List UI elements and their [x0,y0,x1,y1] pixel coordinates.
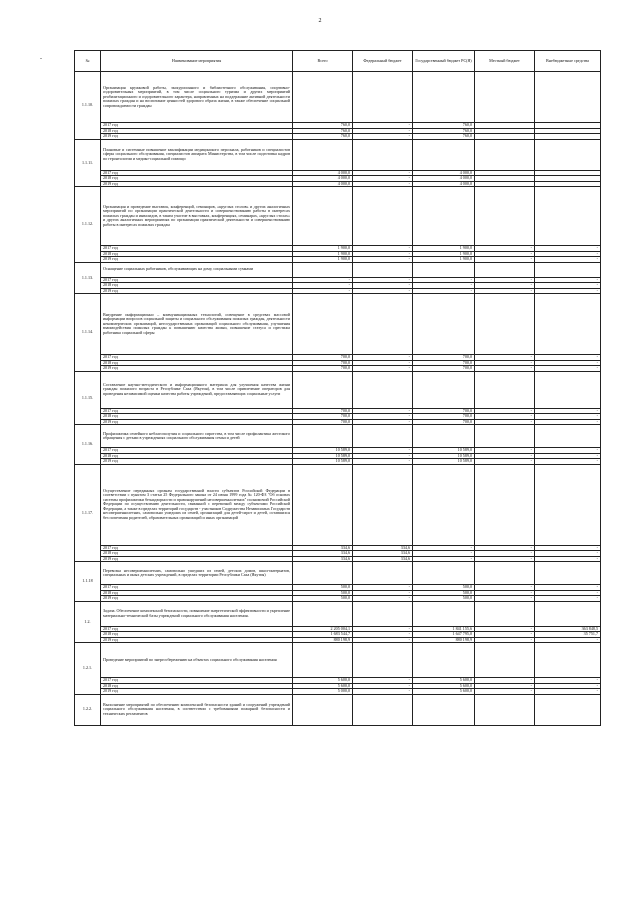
year-label: 2017 год [101,123,293,129]
activity-empty-cell [353,294,413,355]
cell-total: 4 000,0 [293,170,353,176]
year-label: 2018 год [101,283,293,289]
year-label: 2018 год [101,360,293,366]
activity-code: 1.2.2. [75,694,101,725]
activity-empty-cell [475,139,535,170]
activity-empty-cell [475,262,535,277]
cell-extra: - [535,246,601,252]
activity-empty-cell [475,294,535,355]
cell-state: 4 000,0 [413,176,475,182]
col-header-extra: Внебюджетные средства [535,51,601,72]
activity-title: Оснащение социальных работников, обслуживающих на дому, социальными сумками [101,262,293,277]
cell-total: 1 900,0 [293,257,353,263]
page-number: 2 [318,18,322,24]
year-label: 2019 год [101,556,293,562]
activity-empty-cell [413,262,475,277]
cell-local: - [475,632,535,638]
activity-empty-cell [353,464,413,545]
cell-state: 5 600,0 [413,678,475,684]
cell-extra: - [535,590,601,596]
activity-code: 1.1.10. [75,72,101,140]
activity-empty-cell [475,643,535,678]
cell-federal: - [353,448,413,454]
cell-state: 4 000,0 [413,170,475,176]
activity-title: Осуществление переданных органам государственной власти субъектов Российской Федерации в соответствии с пунктом 3 статьи 25 Федерального закона от 24 июня 1999 года № 120-ФЗ "Об основах системы профилактики безнадзорности и правонарушений несовершеннолетних" полномочий Российской Федерации по осуществлению деятельности, связанной с перевозкой между субъектами Российской Федерации, а также в пределах территорий государств - участников Содружества Независимых Государств несовершеннолетних, самовольно ушедших из семей, организаций для детей-сирот и детей, оставшихся без попечения родителей, образовательных организаций и иных организаций [101,464,293,545]
activity-empty-cell [535,72,601,123]
cell-total: 700,0 [293,366,353,372]
activity-empty-cell [535,694,601,725]
activity-empty-cell [293,601,353,626]
year-label: 2019 год [101,134,293,140]
year-label: 2018 год [101,453,293,459]
cell-extra: - [535,288,601,294]
year-label: 2018 год [101,590,293,596]
cell-total: 5 600,0 [293,683,353,689]
cell-state: 760,0 [413,134,475,140]
activity-empty-cell [413,294,475,355]
cell-total: 4 000,0 [293,176,353,182]
activity-empty-cell [413,643,475,678]
activity-code: 1.1.14. [75,294,101,372]
cell-local: - [475,288,535,294]
cell-extra: 35 751,7 [535,632,601,638]
year-label: 2017 год [101,678,293,684]
activity-empty-cell [353,694,413,725]
cell-local: - [475,551,535,557]
activity-title: Плановые и системные повышение квалификации медицинского персонала, работников и специалистов сферы социального обслуживания, специалистов аппарата Министерства, в том числе подготовка кадров по геронтологии и медико-социальной помощи [101,139,293,170]
activity-title: Организация и проведение выставок, конференций, семинаров, «круглых столов» и других аналогичных мероприятий по организации практической деятельности и совершенствованию работы в интересах пожилых граждан и инвалидов, в таким участие в выставках, конференциях, семинарах, «круглых столах» и других аналогичных мероприятиях по организации практической деятельности и совершенствованию работы в интересах пожилых граждан [101,187,293,246]
cell-local: - [475,257,535,263]
year-label: 2017 год [101,277,293,283]
cell-total: 334,6 [293,551,353,557]
cell-extra: - [535,355,601,361]
year-label: 2018 год [101,128,293,134]
activity-empty-cell [353,601,413,626]
cell-state: 700,0 [413,355,475,361]
cell-local: - [475,251,535,257]
cell-state: - [413,277,475,283]
cell-local: - [475,626,535,632]
cell-total: - [293,283,353,289]
cell-total: 700,0 [293,408,353,414]
cell-federal: - [353,246,413,252]
cell-total: 760,0 [293,123,353,129]
activity-empty-cell [413,601,475,626]
year-label: 2018 год [101,176,293,182]
cell-federal: - [353,590,413,596]
cell-federal: - [353,123,413,129]
cell-state: 760,0 [413,123,475,129]
activity-empty-cell [293,425,353,448]
activity-empty-cell [413,425,475,448]
cell-state: 4 000,0 [413,181,475,187]
cell-local: - [475,419,535,425]
cell-total: 500,0 [293,585,353,591]
activity-code: 1.1.18 [75,562,101,602]
cell-state: 500,0 [413,590,475,596]
cell-local: - [475,545,535,551]
cell-extra: 363 848,5 [535,626,601,632]
cell-extra: - [535,283,601,289]
activity-row [75,72,601,123]
cell-federal: - [353,251,413,257]
cell-total: 10 589,0 [293,448,353,454]
cell-local: - [475,637,535,643]
cell-total: 700,0 [293,414,353,420]
activity-empty-cell [475,72,535,123]
activity-empty-cell [413,72,475,123]
activity-empty-cell [413,464,475,545]
activity-empty-cell [353,139,413,170]
activity-empty-cell [475,562,535,585]
cell-federal: - [353,128,413,134]
year-label: 2019 год [101,257,293,263]
cell-federal: - [353,170,413,176]
cell-extra: - [535,366,601,372]
cell-state: 5 600,0 [413,683,475,689]
activity-row [75,464,601,545]
cell-local: - [475,355,535,361]
activity-empty-cell [353,262,413,277]
col-header-activity: Наименование мероприятия [101,51,293,72]
year-label: 2018 год [101,414,293,420]
cell-total: 880 198,9 [293,637,353,643]
cell-extra: - [535,408,601,414]
cell-local: - [475,678,535,684]
cell-total: 334,6 [293,556,353,562]
activity-empty-cell [475,371,535,408]
cell-state: 500,0 [413,585,475,591]
year-label: 2018 год [101,632,293,638]
activity-code: 1.1.13. [75,262,101,294]
year-label: 2019 год [101,459,293,465]
col-header-total: Всего [293,51,353,72]
cell-extra: - [535,689,601,695]
cell-federal: - [353,414,413,420]
cell-federal: 334,6 [353,551,413,557]
cell-extra: - [535,414,601,420]
cell-total: 700,0 [293,419,353,425]
cell-extra: - [535,251,601,257]
cell-federal: - [353,408,413,414]
cell-local: - [475,556,535,562]
cell-federal: - [353,585,413,591]
cell-state: - [413,551,475,557]
activity-code: 1.2. [75,601,101,643]
cell-federal: - [353,689,413,695]
cell-federal: - [353,355,413,361]
activity-empty-cell [413,694,475,725]
activity-row [75,425,601,448]
cell-total: 1 900,0 [293,251,353,257]
activity-empty-cell [293,562,353,585]
cell-federal: - [353,257,413,263]
cell-federal: - [353,360,413,366]
year-label: 2019 год [101,366,293,372]
activity-empty-cell [353,72,413,123]
activity-empty-cell [475,187,535,246]
year-label: 2018 год [101,551,293,557]
cell-federal: - [353,626,413,632]
activity-empty-cell [353,371,413,408]
activity-empty-cell [293,139,353,170]
cell-total: 700,0 [293,355,353,361]
cell-federal: - [353,277,413,283]
activity-empty-cell [293,694,353,725]
activity-code: 1.1.11. [75,139,101,187]
cell-extra: - [535,419,601,425]
cell-state: 10 589,0 [413,453,475,459]
year-label: 2017 год [101,585,293,591]
cell-total: 700,0 [293,360,353,366]
cell-state: 10 589,0 [413,459,475,465]
cell-state: - [413,556,475,562]
cell-federal: - [353,366,413,372]
activity-row [75,187,601,246]
cell-federal: 334,6 [353,556,413,562]
cell-state: 700,0 [413,366,475,372]
activity-empty-cell [413,562,475,585]
activity-row [75,643,601,678]
activity-row [75,262,601,277]
year-label: 2017 год [101,246,293,252]
cell-state: 1 647 795,0 [413,632,475,638]
cell-state: 1 841 155,6 [413,626,475,632]
activity-empty-cell [413,371,475,408]
activity-title: Организация кружковой работы, экскурсионного и библиотечного обслуживания, спортивно-оздоровительных мероприятий, в том числе социального туризма и других мероприятий реабилитационного и оздоровительного характера, направленных на поддержание активной деятельности пожилых граждан и на воспитание ценностей здорового образа жизни, в также обеспечение социальной сопровождаемости граждан [101,72,293,123]
cell-total: 1 683 544,7 [293,632,353,638]
cell-federal: - [353,632,413,638]
cell-total: 5 000,0 [293,689,353,695]
cell-local: - [475,366,535,372]
cell-local: - [475,596,535,602]
cell-extra: - [535,551,601,557]
cell-extra: - [535,545,601,551]
activity-empty-cell [353,187,413,246]
activity-row [75,694,601,725]
cell-local: - [475,360,535,366]
cell-extra: - [535,556,601,562]
activity-empty-cell [293,464,353,545]
cell-local: - [475,585,535,591]
cell-local: - [475,277,535,283]
activity-empty-cell [535,643,601,678]
cell-total: - [293,288,353,294]
activity-row [75,562,601,585]
cell-total: 4 000,0 [293,181,353,187]
activity-empty-cell [535,371,601,408]
activity-code: 1.1.15. [75,371,101,425]
activity-empty-cell [535,425,601,448]
year-label: 2017 год [101,545,293,551]
cell-federal: - [353,181,413,187]
cell-extra: - [535,453,601,459]
cell-local: - [475,408,535,414]
cell-extra: - [535,683,601,689]
year-label: 2019 год [101,181,293,187]
activity-title: Внедрение информационно – коммуникационных технологий, освещение в средствах массовой информации вопросов социальной защиты и социального обслуживания пожилых граждан, деятельности некоммерческих организаций, негосударственных организаций социального обслуживания, улучшения взаимодействия пожилых граждан к повышению качества жизни, повышение статуса и престижа работника социальной сферы [101,294,293,355]
cell-total: 1 900,0 [293,246,353,252]
cell-extra: - [535,360,601,366]
cell-federal: - [353,637,413,643]
cell-local: - [475,590,535,596]
cell-federal: - [353,419,413,425]
cell-local: - [475,283,535,289]
cell-state: 500,0 [413,596,475,602]
cell-state: 700,0 [413,414,475,420]
activity-empty-cell [293,371,353,408]
year-label: 2017 год [101,355,293,361]
year-label: 2019 год [101,637,293,643]
cell-federal: - [353,283,413,289]
cell-total: 10 589,0 [293,453,353,459]
activity-empty-cell [413,139,475,170]
cell-state: - [413,288,475,294]
cell-local: - [475,683,535,689]
cell-state: 880 198,9 [413,637,475,643]
activity-empty-cell [535,139,601,170]
cell-extra: - [535,585,601,591]
activity-row [75,294,601,355]
cell-state: 760,0 [413,128,475,134]
cell-federal: - [353,134,413,140]
activity-row [75,371,601,408]
year-label: 2018 год [101,683,293,689]
cell-total: 10 589,0 [293,459,353,465]
cell-local: - [475,453,535,459]
cell-state: 5 600,0 [413,689,475,695]
year-label: 2019 год [101,596,293,602]
col-header-number: № [75,51,101,72]
cell-total: - [293,277,353,283]
cell-extra: - [535,277,601,283]
cell-federal: - [353,596,413,602]
activity-empty-cell [293,187,353,246]
activity-empty-cell [535,187,601,246]
budget-table [74,50,601,726]
cell-local: - [475,689,535,695]
activity-empty-cell [475,425,535,448]
activity-title: Перевозка несовершеннолетних, самовольно ушедших из семей, детских домов, школ-интернатов, специальных и иных детских учреждений, в пределах территории Республики Саха (Якутия) [101,562,293,585]
cell-state: 10 589,0 [413,448,475,454]
margin-dash: - [40,56,42,62]
activity-empty-cell [293,294,353,355]
activity-code: 1.1.12. [75,187,101,263]
cell-total: 500,0 [293,590,353,596]
cell-total: 760,0 [293,128,353,134]
activity-title: Выполнение мероприятий по обеспечению комплексной безопасности зданий и сооружений учреждений социального обслуживания населения, в соответствии с требованиями пожарной безопасности и технических регламентов [101,694,293,725]
cell-total: 334,6 [293,545,353,551]
year-label: 2017 год [101,448,293,454]
activity-title: Проведение мероприятий по энергосбережению на объектах социального обслуживания населения [101,643,293,678]
year-label: 2019 год [101,689,293,695]
activity-empty-cell [353,425,413,448]
activity-title: Задача. Обеспечение комплексной безопасности, повышение энергетической эффективности и укрепление материально-технической базы учреждений социального обслуживания населения. [101,601,293,626]
activity-empty-cell [293,643,353,678]
cell-extra: - [535,448,601,454]
table-body [75,72,601,726]
cell-total: 500,0 [293,596,353,602]
activity-empty-cell [475,601,535,626]
activity-empty-cell [475,694,535,725]
activity-code: 1.1.17. [75,464,101,562]
activity-empty-cell [535,294,601,355]
col-header-federal: Федеральный бюджет [353,51,413,72]
cell-total: 5 600,0 [293,678,353,684]
activity-empty-cell [535,262,601,277]
cell-federal: 334,6 [353,545,413,551]
activity-empty-cell [353,562,413,585]
cell-extra: - [535,637,601,643]
activity-empty-cell [535,601,601,626]
cell-total: 760,0 [293,134,353,140]
cell-extra: - [535,678,601,684]
year-label: 2018 год [101,251,293,257]
table-header-row [75,51,601,72]
cell-local: - [475,246,535,252]
cell-federal: - [353,176,413,182]
cell-state: 1 900,0 [413,246,475,252]
activity-title: Составление научно-методического и информационного материала для улучшения качества жизни граждан пожилого возраста в Республике Саха (Якутия), в том числе привлечение операторов для проведения независимой оценки качества работы учреждений, предоставляющих социальные услуги [101,371,293,408]
cell-federal: - [353,288,413,294]
activity-code: 1.1.16. [75,425,101,465]
cell-extra: - [535,459,601,465]
cell-federal: - [353,453,413,459]
col-header-state: Государственный бюджет РС(Я) [413,51,475,72]
cell-federal: - [353,459,413,465]
activity-empty-cell [293,72,353,123]
cell-state: 700,0 [413,360,475,366]
activity-empty-cell [475,464,535,545]
cell-state: 1 900,0 [413,251,475,257]
activity-empty-cell [413,187,475,246]
year-label: 2017 год [101,170,293,176]
cell-state: 700,0 [413,419,475,425]
cell-state: - [413,283,475,289]
col-header-local: Местный бюджет [475,51,535,72]
year-label: 2017 год [101,626,293,632]
activity-empty-cell [293,262,353,277]
cell-federal: - [353,683,413,689]
cell-local: - [475,448,535,454]
cell-federal: - [353,678,413,684]
cell-state: 1 900,0 [413,257,475,263]
activity-empty-cell [353,643,413,678]
activity-empty-cell [535,464,601,545]
year-label: 2017 год [101,408,293,414]
cell-local: - [475,459,535,465]
cell-total: 2 205 004,1 [293,626,353,632]
cell-local: - [475,414,535,420]
year-label: 2019 год [101,419,293,425]
activity-code: 1.2.1. [75,643,101,695]
activity-empty-cell [535,562,601,585]
cell-extra: - [535,596,601,602]
activity-row [75,601,601,626]
year-label: 2019 год [101,288,293,294]
cell-extra: - [535,257,601,263]
cell-state: - [413,545,475,551]
cell-state: 700,0 [413,408,475,414]
activity-row [75,139,601,170]
activity-title: Профилактика семейного неблагополучия и социального сиротства, в том числе профилактика жестокого обращения с детьми в учреждениях социального обслуживания семьи и детей [101,425,293,448]
